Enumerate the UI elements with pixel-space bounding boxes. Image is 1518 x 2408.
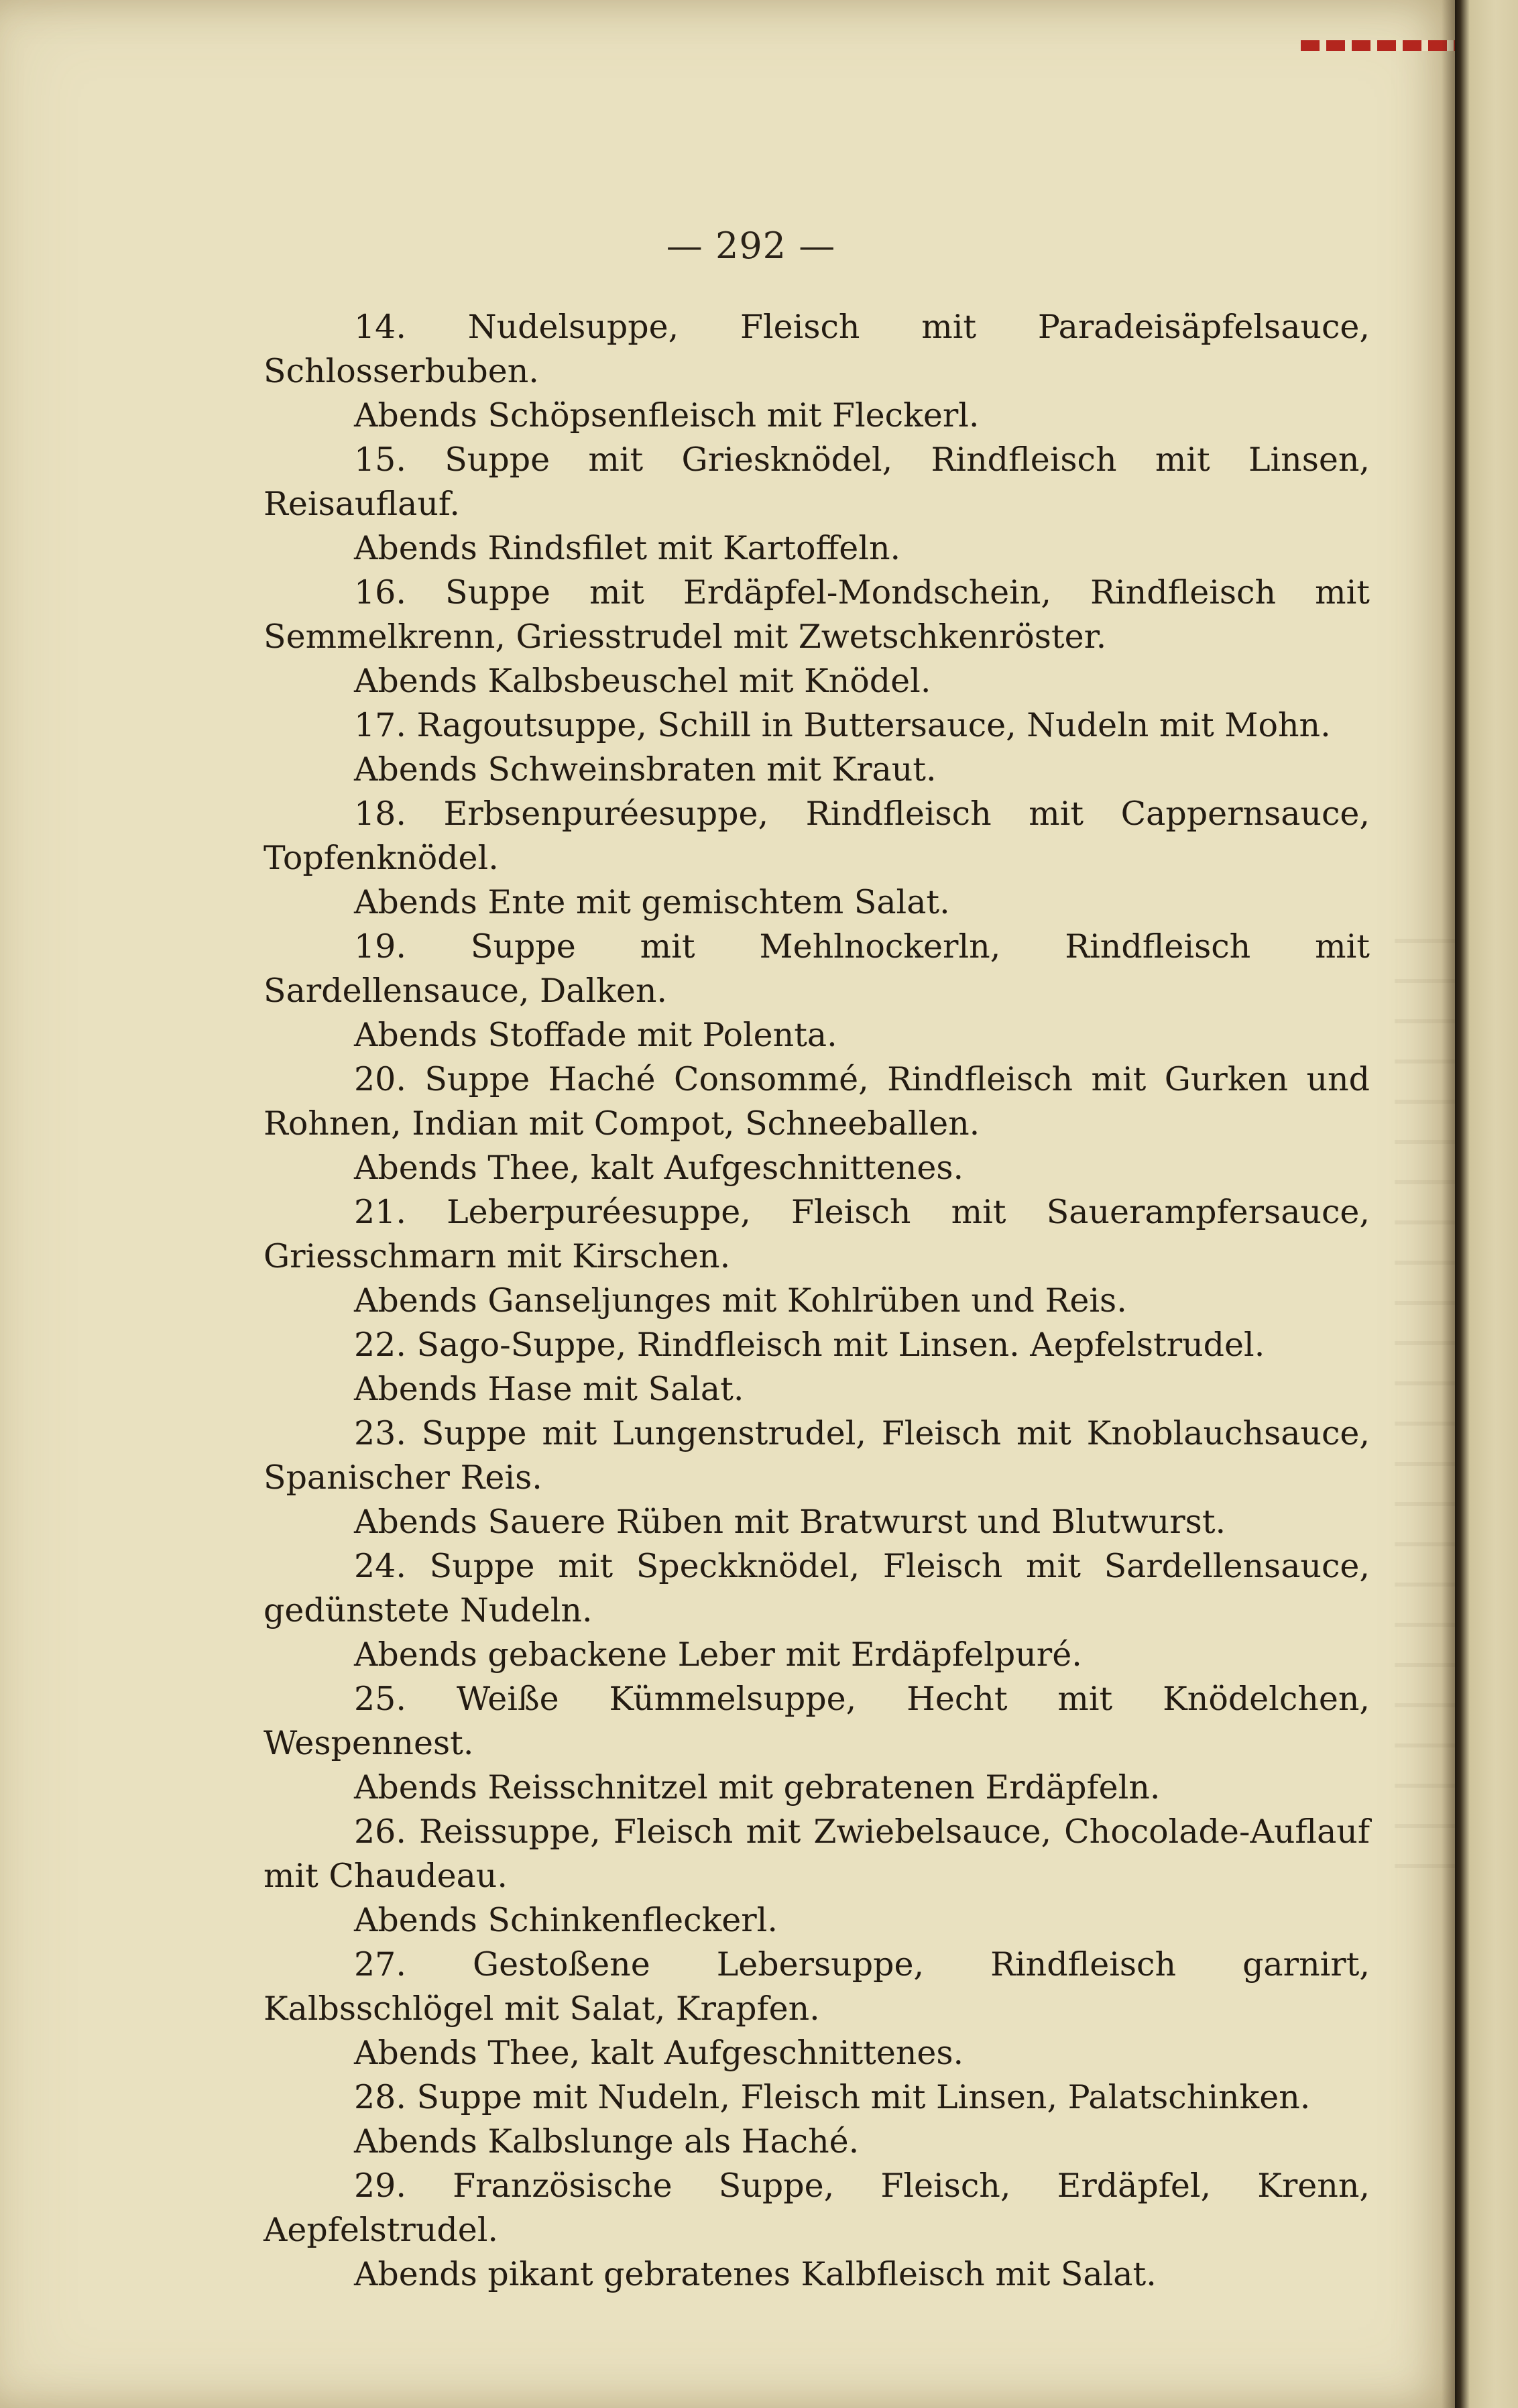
lunch-text: 19. Suppe mit Mehlnockerln, Rindfleisch mit Sardellensauce, Dalken. bbox=[264, 927, 1370, 1010]
menu-entry bbox=[264, 1190, 1370, 1323]
lunch-text: 21. Leberpuréesuppe, Fleisch mit Sauerampfersauce, Griesschmarn mit Kirschen. bbox=[264, 1193, 1370, 1275]
lunch-text: 15. Suppe mit Griesknödel, Rindfleisch mit Linsen, Reisauflauf. bbox=[264, 441, 1370, 523]
lunch-text: 24. Suppe mit Speckknödel, Fleisch mit Sardellensauce, gedünstete Nudeln. bbox=[264, 1547, 1370, 1629]
lunch-text: 28. Suppe mit Nudeln, Fleisch mit Linsen, Palatschinken. bbox=[354, 2078, 1311, 2116]
menu-entry bbox=[264, 2164, 1370, 2297]
evening-text: Abends Stoffade mit Polenta. bbox=[354, 1016, 837, 1054]
lunch-text: 16. Suppe mit Erdäpfel-Mondschein, Rindfleisch mit Semmelkrenn, Griesstrudel mit Zwetschkenröster. bbox=[264, 573, 1370, 656]
lunch-text: 27. Gestoßene Lebersuppe, Rindfleisch garnirt, Kalbsschlögel mit Salat, Krapfen. bbox=[264, 1945, 1370, 2028]
evening-text: Abends Kalbsbeuschel mit Knödel. bbox=[354, 662, 931, 700]
evening-text: Abends Ganseljunges mit Kohlrüben und Reis. bbox=[354, 1281, 1127, 1320]
evening-text: Abends pikant gebratenes Kalbfleisch mit Salat. bbox=[354, 2255, 1157, 2293]
evening-text: Abends Schöpsenfleisch mit Fleckerl. bbox=[354, 396, 980, 435]
menu-entry bbox=[264, 792, 1370, 925]
menu-entry bbox=[264, 1057, 1370, 1190]
menu-entry bbox=[264, 1544, 1370, 1677]
menu-entry bbox=[264, 2075, 1370, 2164]
evening-text: Abends Reisschnitzel mit gebratenen Erdäpfeln. bbox=[354, 1768, 1161, 1807]
lunch-text: 23. Suppe mit Lungenstrudel, Fleisch mit Knoblauchsauce, Spanischer Reis. bbox=[264, 1414, 1370, 1497]
menu-list bbox=[264, 305, 1370, 2297]
evening-text: Abends Rindsfilet mit Kartoffeln. bbox=[354, 529, 901, 567]
page-edge-mark bbox=[1301, 40, 1455, 51]
next-page-edge bbox=[1455, 0, 1518, 2408]
menu-entry bbox=[264, 1677, 1370, 1810]
lunch-text: 26. Reissuppe, Fleisch mit Zwiebelsauce, Chocolade-Auflauf mit Chaudeau. bbox=[264, 1813, 1370, 1895]
menu-entry bbox=[264, 571, 1370, 703]
menu-entry bbox=[264, 438, 1370, 571]
page-shadow bbox=[1442, 0, 1455, 2408]
evening-text: Abends gebackene Leber mit Erdäpfelpuré. bbox=[354, 1636, 1082, 1674]
lunch-text: 29. Französische Suppe, Fleisch, Erdäpfel, Krenn, Aepfelstrudel. bbox=[264, 2167, 1370, 2249]
lunch-text: 14. Nudelsuppe, Fleisch mit Paradeisäpfelsauce, Schlosserbuben. bbox=[264, 308, 1370, 390]
lunch-text: 22. Sago-Suppe, Rindfleisch mit Linsen. Aepfelstrudel. bbox=[354, 1326, 1265, 1364]
evening-text: Abends Ente mit gemischtem Salat. bbox=[354, 883, 950, 921]
menu-entry bbox=[264, 1323, 1370, 1412]
evening-text: Abends Hase mit Salat. bbox=[354, 1370, 744, 1408]
page-number: — 292 — bbox=[666, 225, 836, 267]
evening-text: Abends Schweinsbraten mit Kraut. bbox=[354, 750, 937, 789]
menu-entry bbox=[264, 1412, 1370, 1544]
menu-entry bbox=[264, 703, 1370, 792]
evening-text: Abends Sauere Rüben mit Bratwurst und Blutwurst. bbox=[354, 1503, 1226, 1541]
menu-entry bbox=[264, 1943, 1370, 2075]
lunch-text: 25. Weiße Kümmelsuppe, Hecht mit Knödelchen, Wespennest. bbox=[264, 1680, 1370, 1762]
evening-text: Abends Schinkenfleckerl. bbox=[354, 1901, 778, 1939]
evening-text: Abends Kalbslunge als Haché. bbox=[354, 2122, 860, 2161]
evening-text: Abends Thee, kalt Aufgeschnittenes. bbox=[354, 1149, 964, 1187]
lunch-text: 17. Ragoutsuppe, Schill in Buttersauce, Nudeln mit Mohn. bbox=[354, 706, 1331, 744]
lunch-text: 18. Erbsenpuréesuppe, Rindfleisch mit Cappernsauce, Topfenknödel. bbox=[264, 795, 1370, 877]
menu-entry bbox=[264, 925, 1370, 1057]
menu-entry bbox=[264, 305, 1370, 438]
menu-entry bbox=[264, 1810, 1370, 1943]
evening-text: Abends Thee, kalt Aufgeschnittenes. bbox=[354, 2034, 964, 2072]
lunch-text: 20. Suppe Haché Consommé, Rindfleisch mit Gurken und Rohnen, Indian mit Compot, Schneeballen. bbox=[264, 1060, 1370, 1143]
